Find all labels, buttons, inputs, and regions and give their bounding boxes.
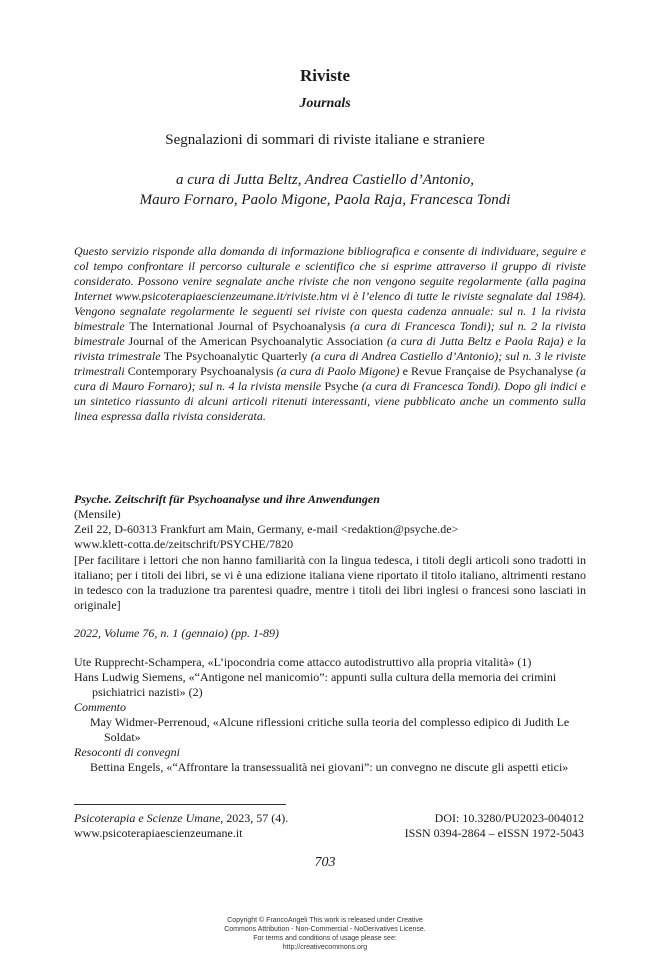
intro-segment: Journal of the American Psychoanalytic Association <box>128 334 383 348</box>
license-notice <box>0 916 650 952</box>
intro-segment: Psyche <box>324 379 359 393</box>
editors-line: a cura di Jutta Beltz, Andrea Castiello d’Antonio, <box>176 172 474 188</box>
page-number: 703 <box>314 855 336 870</box>
article-list <box>74 655 586 775</box>
editors <box>0 170 650 210</box>
intro-segment: (a cura di Francesca Tondi). Dopo gli indici e un sintetico riassunto di alcuni articoli ritenuti interessanti, viene pubblicato anche un commento sulla linea espressa dalla rivista considerata. <box>74 379 586 423</box>
footer-citation <box>74 811 288 841</box>
intro-paragraph <box>74 244 586 424</box>
list-item: Bettina Engels, «“Affrontare la transessualità nei giovani”: un convegno ne discute gli aspetti etici» <box>90 760 569 774</box>
section-title: Riviste <box>299 66 351 85</box>
intro-segment: The Psychoanalytic Quarterly <box>163 349 308 363</box>
issn: ISSN 0394-2864 – eISSN 1972-5043 <box>404 826 584 840</box>
license-line: Copyright © FrancoAngeli This work is released under Creative <box>227 917 423 924</box>
section-description: Segnalazioni di sommari di riviste italiane e straniere <box>165 132 485 148</box>
journal-address: Zeil 22, D-60313 Frankfurt am Main, Germany, e-mail <redaktion@psyche.de> <box>74 522 459 536</box>
intro-segment: The International Journal of Psychoanalysis <box>129 319 346 333</box>
editors-line: Mauro Fornaro, Paolo Migone, Paola Raja, Francesca Tondi <box>139 192 511 208</box>
section-heading: Commento <box>74 700 126 714</box>
journal-note: [Per facilitare i lettori che non hanno familiarità con la lingua tedesca, i titoli degli articoli sono tradotti in italiano; per i titoli dei libri, se vi è una edizione italiana viene riportato il titolo italiano, altrimenti restano in tedesco con la traduzione tra parentesi quadre, mentre i titoli dei libri inglesi o francesi sono lasciati in originale] <box>74 553 586 612</box>
footer-identifiers <box>405 811 584 841</box>
license-line: Commons Attribution - Non-Commercial - NoDerivatives License. <box>224 926 426 933</box>
list-item: May Widmer-Perrenoud, «Alcune riflessioni critiche sulla teoria del complesso edipico di Judith Le Soldat» <box>90 715 570 744</box>
journal-reference-name: Psicoterapia e Scienze Umane <box>74 811 221 825</box>
intro-segment: (a cura di Andrea Castiello d’Antonio); sul n. 3 le riviste trimestrali <box>74 349 586 378</box>
journal-reference-rest: , 2023, 57 (4). <box>220 811 289 825</box>
license-link[interactable]: http://creativecommons.org <box>282 944 368 951</box>
intro-segment: (a cura di Paolo Migone) <box>273 364 403 378</box>
intro-segment: e Revue Française de Psychanalyse <box>402 364 573 378</box>
issue-heading: 2022, Volume 76, n. 1 (gennaio) (pp. 1-89) <box>74 626 279 640</box>
intro-segment: Questo servizio risponde alla domanda di informazione bibliografica e consente di individuare, seguire e col tempo confrontare il percorso culturale e scientifico che si esprime attraverso il gruppo di riviste considerato. Possono venire segnalate anche riviste che non vengono seguite regolarmente (alla pagina Internet www.psicoterapiaescienzeumane.it/riviste.htm vi è l’elenco di tutte le riviste segnalate dal 1984). Vengono segnalate regolarmente le seguenti sei riviste con questa cadenza annuale: sul n. 1 la rivista bimestrale <box>74 244 586 333</box>
journal-info <box>74 507 586 552</box>
journal-reference <box>74 811 288 826</box>
journal-frequency: (Mensile) <box>74 507 121 521</box>
journal-website[interactable]: www.klett-cotta.de/zeitschrift/PSYCHE/7820 <box>74 537 294 551</box>
footnote-divider <box>74 804 286 805</box>
section-subtitle: Journals <box>299 96 351 111</box>
license-line: For terms and conditions of usage please see: <box>253 935 397 942</box>
doi: DOI: 10.3280/PU2023-004012 <box>434 811 584 825</box>
list-item: Hans Ludwig Siemens, «“Antigone nel manicomio”: appunti sulla cultura della memoria dei crimini psichiatrici nazisti» (2) <box>74 670 557 699</box>
intro-segment: (a cura di Mauro Fornaro); sul n. 4 la rivista mensile <box>74 364 586 393</box>
footer-website[interactable]: www.psicoterapiaescienzeumane.it <box>74 826 243 840</box>
list-item: Ute Rupprecht-Schampera, «L’ipocondria come attacco autodistruttivo alla propria vitalità» (1) <box>74 655 532 669</box>
intro-segment: (a cura di Francesca Tondi); sul n. 2 la rivista bimestrale <box>74 319 586 348</box>
intro-segment: Contemporary Psychoanalysis <box>127 364 274 378</box>
intro-segment: (a cura di Jutta Beltz e Paola Raja) e la rivista trimestrale <box>74 334 586 363</box>
section-heading: Resoconti di convegni <box>74 745 180 759</box>
journal-title: Psyche. Zeitschrift für Psychoanalyse und ihre Anwendungen <box>74 492 380 506</box>
